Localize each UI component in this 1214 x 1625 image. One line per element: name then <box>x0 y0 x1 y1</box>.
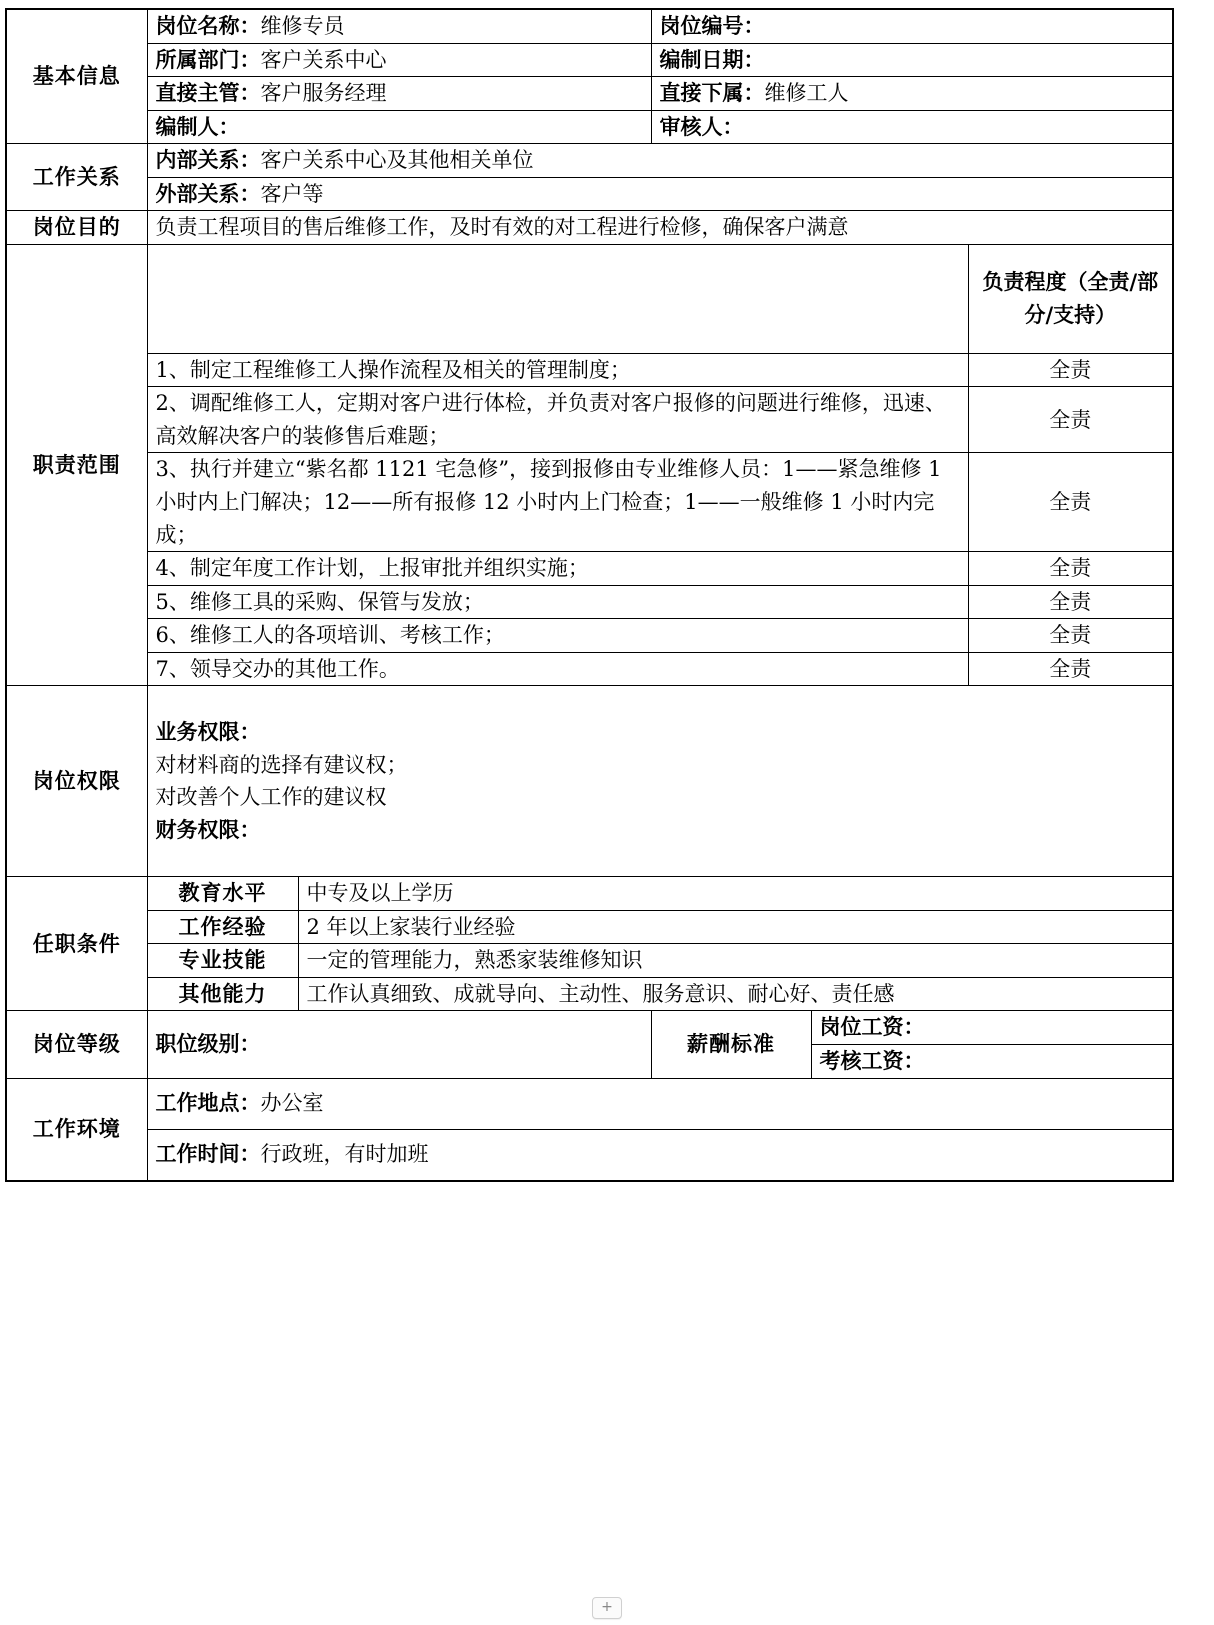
table-row <box>6 244 1173 353</box>
field-job-code <box>651 9 1173 43</box>
table-row <box>6 944 1173 978</box>
duty-item-text: 6、维修工人的各项培训、考核工作； <box>147 619 968 653</box>
field-prepared-date <box>651 43 1173 77</box>
field-work-location <box>147 1078 1173 1129</box>
field-department <box>147 43 651 77</box>
table-row <box>6 877 1173 911</box>
add-row-button[interactable]: + <box>592 1597 622 1619</box>
field-label-department: 所属部门： <box>155 46 261 72</box>
table-row <box>6 77 1173 111</box>
field-label-performance-salary: 考核工资： <box>819 1048 925 1074</box>
table-row <box>6 43 1173 77</box>
qualification-row-value[interactable]: 中专及以上学历 <box>298 877 1173 911</box>
table-row <box>6 9 1173 43</box>
field-label-job-title: 岗位名称： <box>155 13 261 38</box>
field-label-reviewed-by: 审核人： <box>659 113 744 139</box>
authority-business-line: 对材料商的选择有建议权； <box>155 752 408 777</box>
qualification-row-label: 教育水平 <box>147 877 298 911</box>
salary-standard-label: 薪酬标准 <box>651 1011 811 1078</box>
duty-item-text: 5、维修工具的采购、保管与发放； <box>147 585 968 619</box>
field-reviewed-by <box>651 110 1173 144</box>
section-label-authority: 岗位权限 <box>6 686 147 877</box>
duty-item-text: 4、制定年度工作计划，上报审批并组织实施； <box>147 552 968 586</box>
duty-item-text: 2、调配维修工人，定期对客户进行体检，并负责对客户报修的问题进行维修，迅速、高效解决客户的装修售后难题； <box>147 387 968 453</box>
qualification-row-label: 其他能力 <box>147 977 298 1011</box>
table-row <box>6 585 1173 619</box>
section-label-work-relations: 工作关系 <box>6 144 147 211</box>
table-row <box>6 977 1173 1011</box>
field-value-work-location[interactable]: 办公室 <box>260 1091 324 1116</box>
field-direct-reports <box>651 77 1173 111</box>
duty-item-text: 1、制定工程维修工人操作流程及相关的管理制度； <box>147 353 968 387</box>
table-row <box>6 552 1173 586</box>
table-row <box>6 211 1173 245</box>
job-description-table <box>5 8 1174 1182</box>
field-prepared-by <box>147 110 651 144</box>
add-row-bar <box>0 1596 1214 1619</box>
authority-business-label: 业务权限： <box>155 719 261 745</box>
section-label-duties: 职责范围 <box>6 244 147 685</box>
field-work-hours <box>147 1129 1173 1181</box>
qualification-row-label: 工作经验 <box>147 910 298 944</box>
field-label-job-code: 岗位编号： <box>659 13 765 38</box>
field-external-relations <box>147 177 1173 211</box>
field-value-work-hours[interactable]: 行政班，有时加班 <box>260 1142 429 1167</box>
duty-item-level: 全责 <box>968 585 1173 619</box>
field-label-work-hours: 工作时间： <box>155 1141 261 1167</box>
duties-header-blank <box>147 244 968 353</box>
duty-item-level: 全责 <box>968 353 1173 387</box>
authority-content <box>147 686 1173 877</box>
table-row <box>6 387 1173 453</box>
field-label-prepared-date: 编制日期： <box>659 46 765 72</box>
field-label-base-salary: 岗位工资： <box>819 1014 925 1040</box>
field-label-internal-relations: 内部关系： <box>155 147 261 173</box>
duty-item-level: 全责 <box>968 552 1173 586</box>
field-direct-supervisor <box>147 77 651 111</box>
field-internal-relations <box>147 144 1173 178</box>
field-value-department[interactable]: 客户关系中心 <box>260 47 387 72</box>
section-label-qualifications: 任职条件 <box>6 877 147 1011</box>
duty-item-level: 全责 <box>968 652 1173 686</box>
authority-business-line: 对改善个人工作的建议权 <box>155 785 387 810</box>
duty-item-level: 全责 <box>968 453 1173 552</box>
duty-item-level: 全责 <box>968 387 1173 453</box>
section-label-job-grade: 岗位等级 <box>6 1011 147 1078</box>
authority-finance-label: 财务权限： <box>155 816 261 842</box>
table-row <box>6 353 1173 387</box>
section-label-work-environment: 工作环境 <box>6 1078 147 1181</box>
field-label-position-level: 职位级别： <box>155 1031 261 1057</box>
duty-item-level: 全责 <box>968 619 1173 653</box>
qualification-row-value[interactable]: 工作认真细致、成就导向、主动性、服务意识、耐心好、责任感 <box>298 977 1173 1011</box>
table-row <box>6 110 1173 144</box>
table-row <box>6 1011 1173 1045</box>
duties-header-level: 负责程度（全责/部分/支持） <box>968 244 1173 353</box>
duty-item-text: 7、领导交办的其他工作。 <box>147 652 968 686</box>
table-row <box>6 453 1173 552</box>
field-label-work-location: 工作地点： <box>155 1090 261 1116</box>
qualification-row-value[interactable]: 2 年以上家装行业经验 <box>298 910 1173 944</box>
table-row <box>6 144 1173 178</box>
duty-item-text: 3、执行并建立“紫名都 1121 宅急修”，接到报修由专业维修人员：1——紧急维修 1 小时内上门解决；12——所有报修 12 小时内上门检查；1——一般维修 1 小时内完成； <box>147 453 968 552</box>
field-label-external-relations: 外部关系： <box>155 180 261 206</box>
table-row <box>6 619 1173 653</box>
qualification-row-value[interactable]: 一定的管理能力，熟悉家装维修知识 <box>298 944 1173 978</box>
field-value-direct-supervisor[interactable]: 客户服务经理 <box>260 81 387 106</box>
section-label-job-purpose: 岗位目的 <box>6 211 147 245</box>
table-row <box>6 910 1173 944</box>
field-value-job-purpose[interactable]: 负责工程项目的售后维修工作，及时有效的对工程进行检修，确保客户满意 <box>147 211 1173 245</box>
section-label-basic-info: 基本信息 <box>6 9 147 144</box>
field-position-level <box>147 1011 651 1078</box>
field-value-direct-reports[interactable]: 维修工人 <box>764 81 849 106</box>
table-row <box>6 1129 1173 1181</box>
table-row <box>6 652 1173 686</box>
field-value-job-title[interactable]: 维修专员 <box>260 14 345 38</box>
field-label-prepared-by: 编制人： <box>155 113 240 139</box>
table-row <box>6 1078 1173 1129</box>
field-value-external-relations[interactable]: 客户等 <box>260 181 324 206</box>
field-label-direct-supervisor: 直接主管： <box>155 80 261 106</box>
table-row <box>6 686 1173 877</box>
qualification-row-label: 专业技能 <box>147 944 298 978</box>
table-row <box>6 177 1173 211</box>
field-performance-salary <box>811 1045 1173 1079</box>
field-value-internal-relations[interactable]: 客户关系中心及其他相关单位 <box>260 148 534 173</box>
field-label-direct-reports: 直接下属： <box>659 80 765 106</box>
field-job-title <box>147 9 651 43</box>
field-base-salary <box>811 1011 1173 1045</box>
